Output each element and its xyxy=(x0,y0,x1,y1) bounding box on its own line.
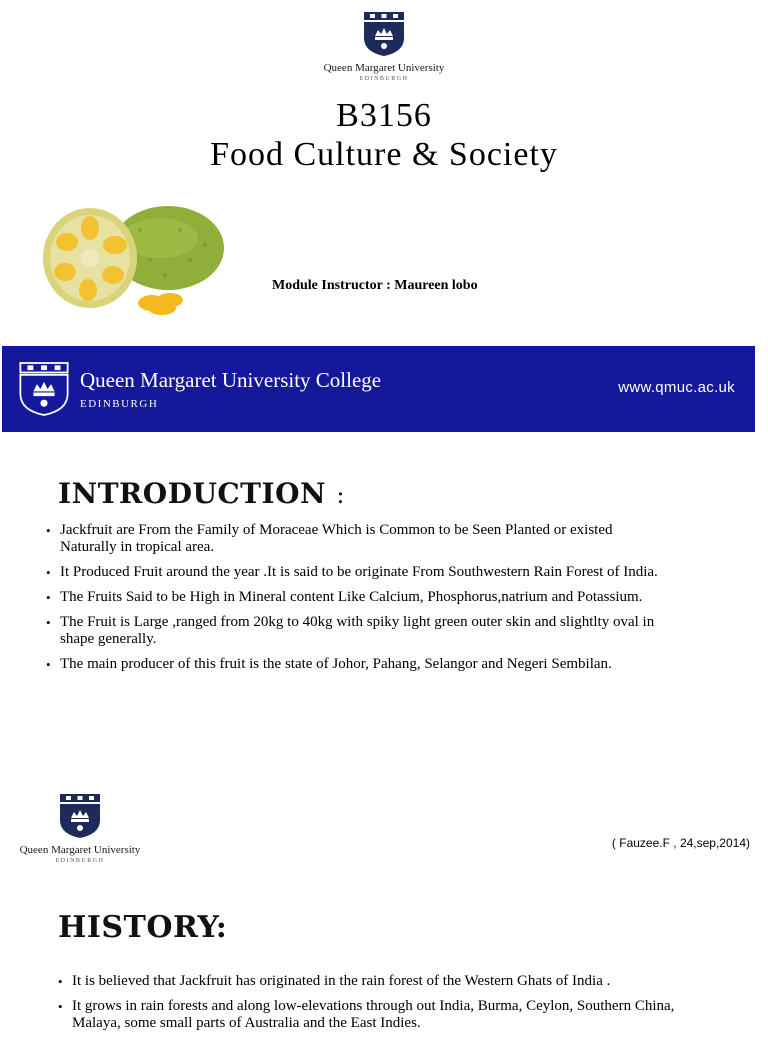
list-item: • It is believed that Jackfruit has originated in the rain forest of the Western Ghats of India . xyxy=(58,973,698,990)
logo-name: Queen Margaret University xyxy=(19,844,141,856)
list-item: • It grows in rain forests and along low-elevations through out India, Burma, Ceylon, Southern China, Malaya, some small parts of Australia and the East Indies. xyxy=(58,998,698,1032)
crest-icon xyxy=(362,10,406,58)
module-instructor: Module Instructor : Maureen lobo xyxy=(272,278,478,293)
banner-title: Queen Margaret University College xyxy=(80,368,382,392)
crest-icon xyxy=(58,792,102,840)
list-item: • It Produced Fruit around the year .It is said to be originate From Southwestern Rain Forest of India. xyxy=(46,564,666,581)
university-logo-secondary xyxy=(18,792,142,864)
history-list xyxy=(58,973,698,1040)
list-item: • The Fruit is Large ,ranged from 20kg to 40kg with spiky light green outer skin and slightlty oval in shape generally. xyxy=(46,614,666,648)
university-banner xyxy=(2,346,755,432)
introduction-list xyxy=(46,522,666,681)
jackfruit-image xyxy=(40,200,230,318)
logo-name: Queen Margaret University xyxy=(323,62,445,74)
banner-url: www.qmuc.ac.uk xyxy=(618,379,735,396)
list-item: • Jackfruit are From the Family of Moraceae Which is Common to be Seen Planted or existed Naturally in tropical area. xyxy=(46,522,666,556)
logo-subtitle: EDINBURGH xyxy=(55,858,105,864)
introduction-heading-text: INTRODUCTION xyxy=(58,477,327,510)
course-code: B3156 xyxy=(336,97,432,134)
logo-subtitle: EDINBURGH xyxy=(359,76,409,82)
list-item: • The Fruits Said to be High in Mineral content Like Calcium, Phosphorus,natrium and Potassium. xyxy=(46,589,666,606)
crest-icon xyxy=(18,360,70,418)
list-item: • The main producer of this fruit is the state of Johor, Pahang, Selangor and Negeri Sembilan. xyxy=(46,656,666,673)
history-heading: HISTORY: xyxy=(58,910,228,945)
introduction-heading-colon: : xyxy=(336,481,345,509)
banner-subtitle: EDINBURGH xyxy=(80,398,159,410)
university-logo xyxy=(322,10,446,82)
introduction-heading xyxy=(58,477,345,510)
citation: ( Fauzee.F , 24,sep,2014) xyxy=(611,836,750,850)
course-title: Food Culture & Society xyxy=(210,136,558,173)
